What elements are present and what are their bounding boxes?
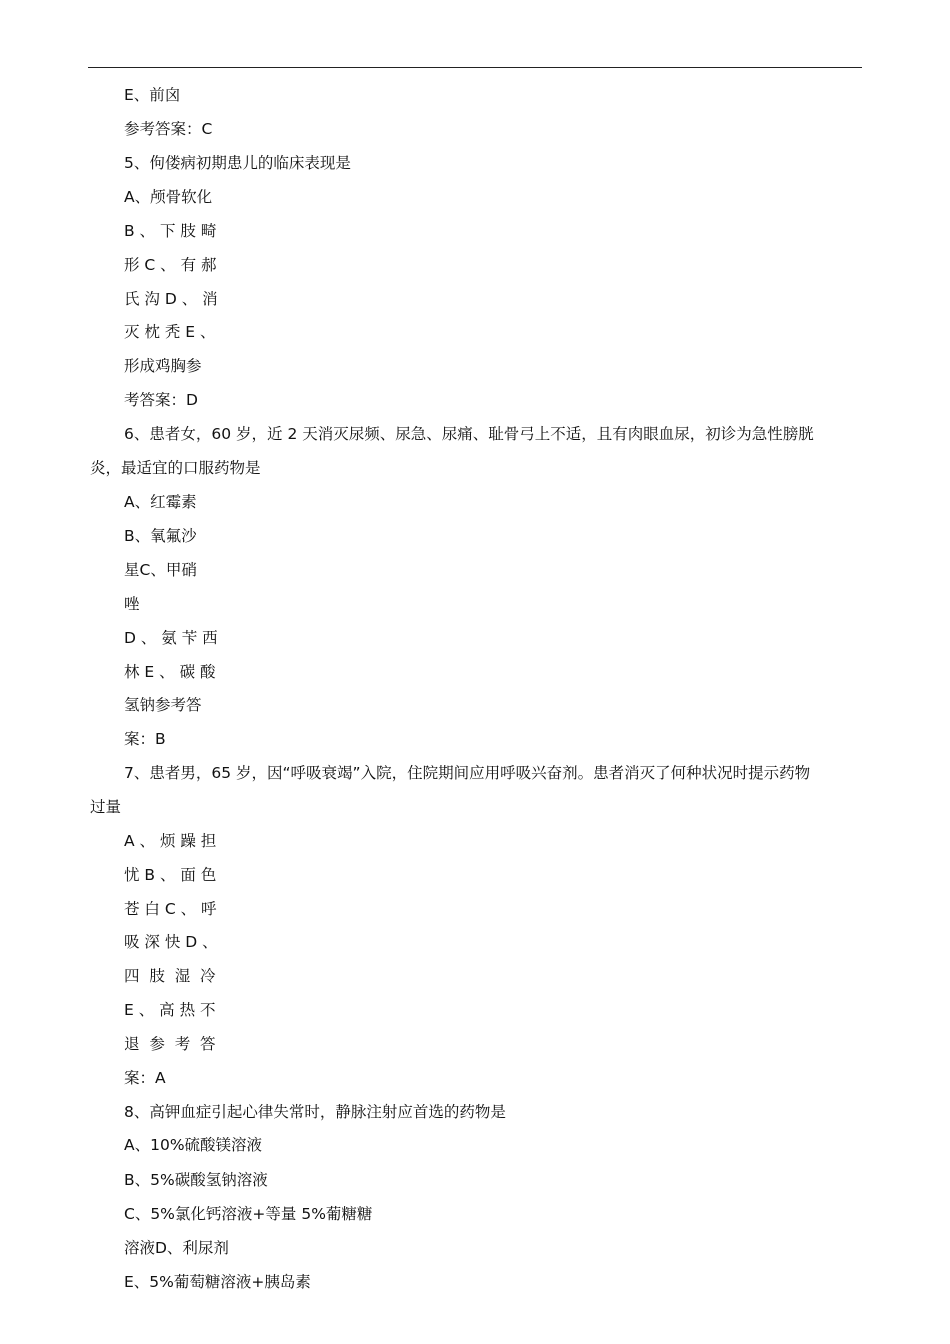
option-line: 溶液D、利尿剂 bbox=[124, 1239, 229, 1257]
option-line: 氢钠参考答 bbox=[124, 696, 202, 714]
option-line: B 、 下 肢 畸 bbox=[124, 222, 217, 240]
answer: 案：B bbox=[124, 730, 166, 748]
header-rule bbox=[88, 67, 862, 68]
question-7: 7、患者男，65 岁，因“呼吸衰竭”入院，住院期间应用呼吸兴奋剂。患者消灭了何种状况时提示药物 bbox=[124, 764, 811, 782]
option-c: C、5%氯化钙溶液+等量 5%葡糖糖 bbox=[124, 1205, 373, 1223]
question-5: 5、佝偻病初期患儿的临床表现是 bbox=[124, 154, 351, 172]
option-e: E、5%葡萄糖溶液+胰岛素 bbox=[124, 1273, 311, 1291]
option-line: 苍 白 C 、 呼 bbox=[124, 900, 217, 918]
option-a: A、颅骨软化 bbox=[124, 188, 213, 206]
option-line: 吸 深 快 D 、 bbox=[124, 933, 218, 951]
option-line: 星C、甲硝 bbox=[124, 561, 197, 579]
option-line: B、氧氟沙 bbox=[124, 527, 197, 545]
question-7-continued: 过量 bbox=[90, 798, 122, 816]
question-6-continued: 炎，最适宜的口服药物是 bbox=[90, 459, 261, 477]
option-line: 忧 B 、 面 色 bbox=[124, 866, 217, 884]
option-a: A、红霉素 bbox=[124, 493, 197, 511]
option-line: 四 肢 湿 冷 bbox=[124, 967, 216, 985]
option-line: 林 E 、 碳 酸 bbox=[124, 663, 216, 681]
option-line: 退 参 考 答 bbox=[124, 1035, 216, 1053]
answer: 参考答案：C bbox=[124, 120, 213, 138]
option-line: A 、 烦 躁 担 bbox=[124, 832, 217, 850]
option-b: B、5%碳酸氢钠溶液 bbox=[124, 1171, 268, 1189]
option-line: D 、 氨 苄 西 bbox=[124, 629, 218, 647]
option-e: E、前囟 bbox=[124, 86, 181, 104]
option-line: 形成鸡胸参 bbox=[124, 357, 202, 375]
option-line: 形 C 、 有 郝 bbox=[124, 256, 217, 274]
option-line: E 、 高 热 不 bbox=[124, 1001, 216, 1019]
answer: 案：A bbox=[124, 1069, 166, 1087]
option-a: A、10%硫酸镁溶液 bbox=[124, 1136, 263, 1154]
option-line: 灭 枕 秃 E 、 bbox=[124, 323, 216, 341]
question-6: 6、患者女，60 岁，近 2 天消灭尿频、尿急、尿痛、耻骨弓上不适，且有肉眼血尿，初诊为急性膀胱 bbox=[124, 425, 814, 443]
option-line: 唑 bbox=[124, 595, 140, 613]
answer: 考答案：D bbox=[124, 391, 198, 409]
question-8: 8、高钾血症引起心律失常时，静脉注射应首选的药物是 bbox=[124, 1103, 506, 1121]
option-line: 氏 沟 D 、 消 bbox=[124, 290, 218, 308]
